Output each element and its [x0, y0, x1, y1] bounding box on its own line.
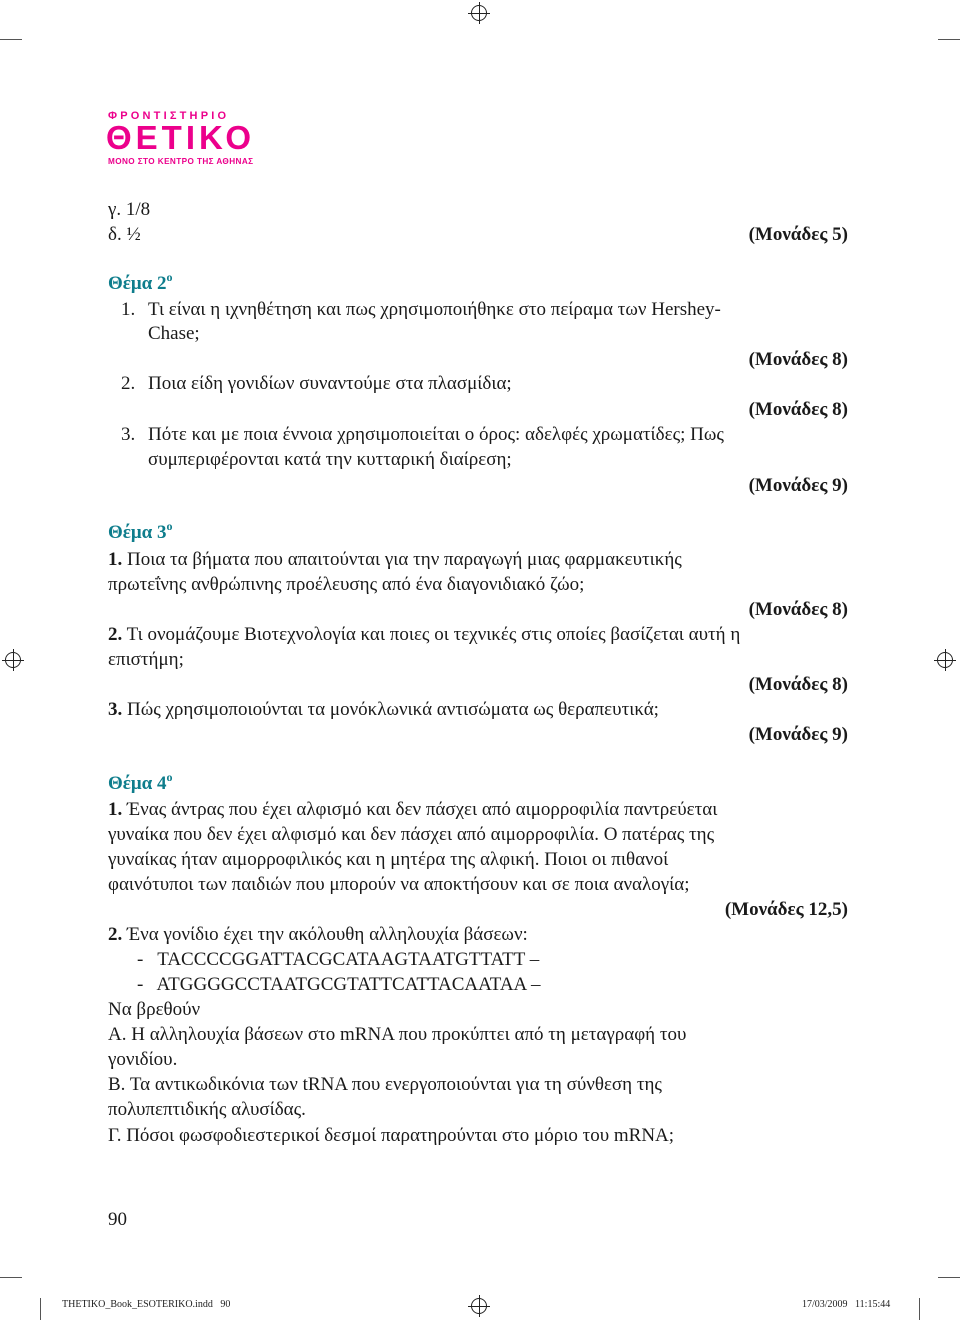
option-g: γ. 1/8	[108, 199, 151, 220]
question-line: 2. Ένα γονίδιο έχει την ακόλουθη αλληλουχία βάσεων:	[108, 924, 528, 945]
marks: (Μονάδες 8)	[748, 674, 848, 695]
question-text: γυναίκας ήταν αιμορροφιλικός και η μητέρα της αλφική. Ποιοι οι πιθανοί	[108, 849, 669, 870]
question-text: φαινότυποι των παιδιών που μπορούν να αποκτήσουν και σε ποια αναλογία;	[108, 874, 690, 895]
subquestion-b: πολυπεπτιδικής αλυσίδας.	[108, 1099, 306, 1120]
subquestion-b: Β. Τα αντικωδικόνια των tRNA που ενεργοποιούνται για τη σύνθεση της	[108, 1074, 662, 1095]
dna-strand: - TACCCCGGATTACGCATAAGTAATGTTATT –	[137, 949, 540, 970]
question-text: πρωτεΐνης ανθρώπινης προέλευσης από ένα διαγονιδιακό ζώο;	[108, 574, 585, 595]
crop-mark	[919, 1298, 920, 1320]
registration-mark-icon	[5, 652, 21, 668]
question-text: Πότε και με ποια έννοια χρησιμοποιείται ο όρος: αδελφές χρωματίδες; Πως	[148, 424, 724, 445]
crop-mark	[40, 1298, 41, 1320]
marks: (Μονάδες 12,5)	[724, 899, 848, 920]
footer-filename: THETIKO_Book_ESOTERIKO.indd 90	[62, 1299, 231, 1310]
logo-sub-text: ΜΟΝΟ ΣΤΟ ΚΕΝΤΡΟ ΤΗΣ ΑΘΗΝΑΣ	[108, 157, 254, 166]
logo-top-text: ΦΡΟΝΤΙΣΤΗΡΙΟ	[108, 110, 230, 122]
question-text: Να βρεθούν	[108, 999, 201, 1020]
marks: (Μονάδες 9)	[748, 475, 848, 496]
subquestion-a: Α. Η αλληλουχία βάσεων στο mRNA που προκύπτει από τη μεταγραφή του	[108, 1024, 687, 1045]
question-line: 3. Πώς χρησιμοποιούνται τα μονόκλωνικά αντισώματα ως θεραπευτικά;	[108, 699, 659, 720]
question-number: 2.	[121, 373, 136, 394]
page-number: 90	[108, 1209, 127, 1230]
crop-mark	[938, 39, 960, 40]
crop-mark	[0, 39, 22, 40]
question-text: Τι είναι η ιχνηθέτηση και πως χρησιμοποιήθηκε στο πείραμα των Hershey-	[148, 299, 721, 320]
marks: (Μονάδες 8)	[748, 599, 848, 620]
question-text: συμπεριφέρονται κατά την κυτταρική διαίρεση;	[148, 449, 512, 470]
section-heading: Θέμα $4^o$	[108, 770, 173, 794]
footer-date: 17/03/2009 11:15:44	[802, 1299, 891, 1310]
crop-mark	[0, 1277, 22, 1278]
marks: (Μονάδες 5)	[748, 224, 848, 245]
registration-mark-icon	[937, 652, 953, 668]
dna-strand: - ATGGGGCCTAATGCGTATTCATTACAATAA –	[137, 974, 541, 995]
question-text: Ποια είδη γονιδίων συναντούμε στα πλασμίδια;	[148, 373, 512, 394]
section-heading: Θέμα $2^o$	[108, 270, 173, 294]
option-d: δ. ½	[108, 224, 141, 245]
question-number: 1.	[121, 299, 136, 320]
crop-mark	[938, 1277, 960, 1278]
question-text: επιστήμη;	[108, 649, 184, 670]
section-heading: Θέμα $3^o$	[108, 519, 173, 543]
registration-mark-icon	[471, 5, 487, 21]
question-line: 2. Τι ονομάζουμε Βιοτεχνολογία και ποιες οι τεχνικές στις οποίες βασίζεται αυτή η	[108, 624, 741, 645]
question-line: 1. Ένας άντρας που έχει αλφισμό και δεν πάσχει από αιμορροφιλία παντρεύεται	[108, 799, 718, 820]
question-line: 1. Ποια τα βήματα που απαιτούνται για την παραγωγή μιας φαρμακευτικής	[108, 549, 682, 570]
registration-mark-icon	[471, 1298, 487, 1314]
subquestion-a: γονιδίου.	[108, 1049, 178, 1070]
question-text: γυναίκα που δεν έχει αλφισμό και δεν πάσχει από αιμορροφιλία. Ο πατέρας της	[108, 824, 715, 845]
question-number: 3.	[121, 424, 136, 445]
marks: (Μονάδες 8)	[748, 349, 848, 370]
marks: (Μονάδες 8)	[748, 399, 848, 420]
question-text: Chase;	[148, 323, 200, 344]
logo-main-text: ΘΕΤΙΚΟ	[106, 119, 255, 156]
marks: (Μονάδες 9)	[748, 724, 848, 745]
subquestion-c: Γ. Πόσοι φωσφοδιεστερικοί δεσμοί παρατηρούνται στο μόριο του mRNA;	[108, 1125, 675, 1146]
